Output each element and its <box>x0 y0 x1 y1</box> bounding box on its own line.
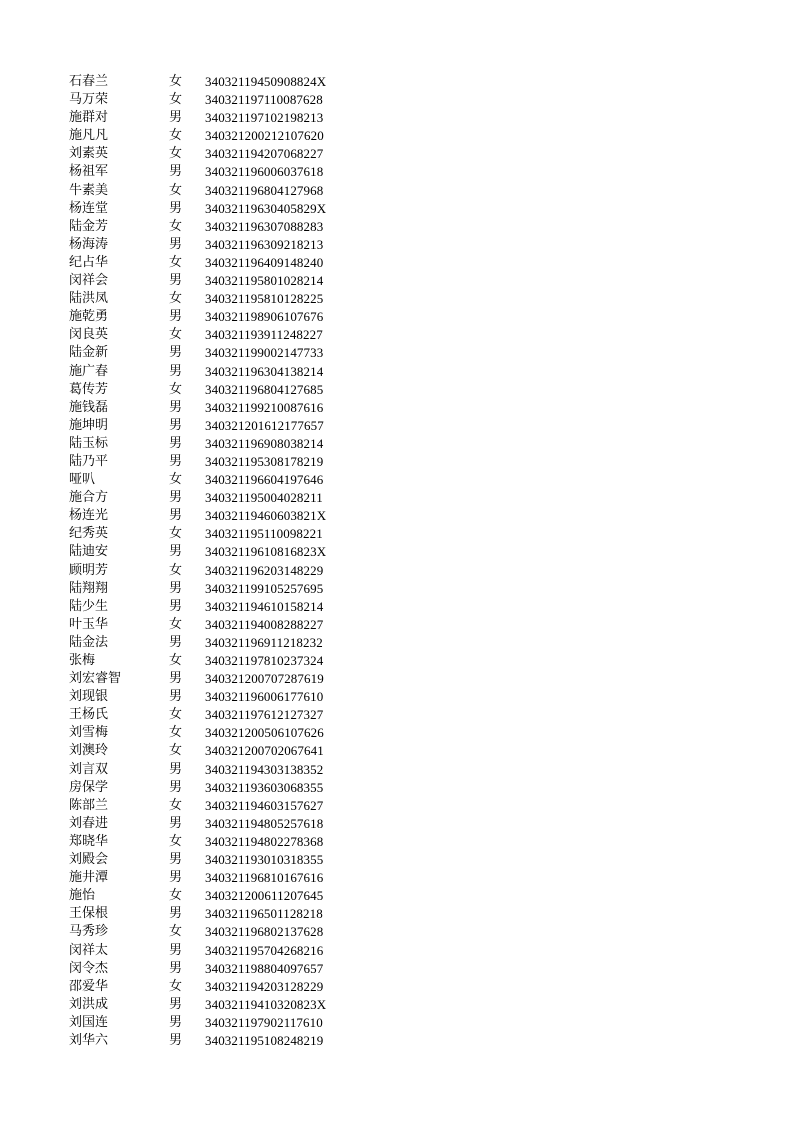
id-number-cell: 340321196006037618 <box>205 164 324 180</box>
roster-table <box>69 73 369 1050</box>
gender-cell: 男 <box>169 761 183 777</box>
person-name-cell: 刘素英 <box>69 146 109 162</box>
id-number-cell: 340321196804127685 <box>205 381 324 397</box>
table-row <box>69 761 369 779</box>
id-number-cell: 34032119610816823X <box>205 544 327 560</box>
table-row <box>69 109 369 127</box>
id-number-cell: 340321199002147733 <box>205 345 324 361</box>
table-row <box>69 1014 369 1032</box>
person-name-cell: 刘春进 <box>69 815 109 831</box>
person-name-cell: 纪占华 <box>69 254 109 270</box>
person-name-cell: 杨海涛 <box>69 236 109 252</box>
gender-cell: 男 <box>169 671 183 687</box>
person-name-cell: 叶玉华 <box>69 616 109 632</box>
person-name-cell: 陆金新 <box>69 345 109 361</box>
table-row <box>69 869 369 887</box>
person-name-cell: 刘雪梅 <box>69 725 109 741</box>
gender-cell: 女 <box>169 797 183 813</box>
person-name-cell: 刘洪成 <box>69 996 109 1012</box>
person-name-cell: 陆玉标 <box>69 435 109 451</box>
id-number-cell: 340321196203148229 <box>205 562 324 578</box>
id-number-cell: 340321196309218213 <box>205 236 324 252</box>
table-row <box>69 145 369 163</box>
id-number-cell: 340321197902117610 <box>205 1014 323 1030</box>
table-row <box>69 923 369 941</box>
person-name-cell: 马秀珍 <box>69 924 109 940</box>
gender-cell: 男 <box>169 309 183 325</box>
table-row <box>69 489 369 507</box>
gender-cell: 男 <box>169 200 183 216</box>
id-number-cell: 340321194203128229 <box>205 978 324 994</box>
table-row <box>69 996 369 1014</box>
id-number-cell: 340321194603157627 <box>205 797 324 813</box>
gender-cell: 男 <box>169 544 183 560</box>
gender-cell: 男 <box>169 634 183 650</box>
gender-cell: 男 <box>169 906 183 922</box>
id-number-cell: 340321197102198213 <box>205 110 324 126</box>
gender-cell: 男 <box>169 1032 183 1048</box>
table-row <box>69 942 369 960</box>
gender-cell: 男 <box>169 689 183 705</box>
gender-cell: 男 <box>169 815 183 831</box>
person-name-cell: 施凡凡 <box>69 128 109 144</box>
table-row <box>69 73 369 91</box>
id-number-cell: 340321196304138214 <box>205 363 324 379</box>
table-row <box>69 290 369 308</box>
id-number-cell: 340321200707287619 <box>205 671 324 687</box>
table-row <box>69 887 369 905</box>
id-number-cell: 340321195308178219 <box>205 453 324 469</box>
person-name-cell: 牛素美 <box>69 182 109 198</box>
table-row <box>69 272 369 290</box>
person-name-cell: 陆金芳 <box>69 218 109 234</box>
table-row <box>69 797 369 815</box>
table-row <box>69 688 369 706</box>
table-row <box>69 978 369 996</box>
id-number-cell: 340321200611207645 <box>205 888 324 904</box>
gender-cell: 男 <box>169 164 183 180</box>
gender-cell: 男 <box>169 508 183 524</box>
gender-cell: 女 <box>169 653 183 668</box>
id-number-cell: 340321200702067641 <box>205 743 324 759</box>
table-row <box>69 471 369 489</box>
table-row <box>69 562 369 580</box>
table-row <box>69 182 369 200</box>
id-number-cell: 340321195810128225 <box>205 291 324 307</box>
table-row <box>69 815 369 833</box>
table-row <box>69 163 369 181</box>
person-name-cell: 马万荣 <box>69 92 109 108</box>
person-name-cell: 陆乃平 <box>69 453 109 469</box>
person-name-cell: 哑叭 <box>69 472 96 488</box>
id-number-cell: 340321195108248219 <box>205 1032 324 1048</box>
id-number-cell: 340321196911218232 <box>205 634 323 650</box>
person-name-cell: 王保根 <box>69 906 109 922</box>
person-name-cell: 刘殿会 <box>69 852 109 868</box>
gender-cell: 女 <box>169 146 183 162</box>
table-row <box>69 833 369 851</box>
table-row <box>69 435 369 453</box>
table-row <box>69 507 369 525</box>
id-number-cell: 340321194610158214 <box>205 598 324 614</box>
person-name-cell: 顾明芳 <box>69 562 109 578</box>
table-row <box>69 724 369 742</box>
person-name-cell: 闵祥太 <box>69 942 109 958</box>
person-name-cell: 王杨氏 <box>69 707 109 723</box>
gender-cell: 男 <box>169 870 183 886</box>
id-number-cell: 340321193010318355 <box>205 852 324 868</box>
gender-cell: 男 <box>169 490 183 506</box>
person-name-cell: 闵祥会 <box>69 273 109 289</box>
table-row <box>69 236 369 254</box>
gender-cell: 男 <box>169 417 183 433</box>
table-row <box>69 399 369 417</box>
gender-cell: 女 <box>169 218 183 234</box>
id-number-cell: 340321196802137628 <box>205 924 324 940</box>
id-number-cell: 34032119460603821X <box>205 508 327 524</box>
table-row <box>69 706 369 724</box>
gender-cell: 女 <box>169 472 183 488</box>
gender-cell: 女 <box>169 327 183 343</box>
person-name-cell: 陆金法 <box>69 634 109 650</box>
id-number-cell: 340321194008288227 <box>205 616 324 632</box>
gender-cell: 女 <box>169 526 183 542</box>
gender-cell: 女 <box>169 74 183 89</box>
person-name-cell: 刘华六 <box>69 1032 109 1048</box>
id-number-cell: 340321199210087616 <box>205 399 324 415</box>
person-name-cell: 房保学 <box>69 779 109 795</box>
id-number-cell: 340321194802278368 <box>205 833 324 849</box>
id-number-cell: 340321194207068227 <box>205 146 324 162</box>
person-name-cell: 刘宏睿智 <box>69 671 122 687</box>
gender-cell: 女 <box>169 562 183 578</box>
gender-cell: 女 <box>169 291 183 307</box>
person-name-cell: 杨祖军 <box>69 164 109 180</box>
person-name-cell: 施井潭 <box>69 870 109 886</box>
person-name-cell: 施广春 <box>69 363 109 379</box>
person-name-cell: 施群对 <box>69 110 109 126</box>
gender-cell: 男 <box>169 273 183 289</box>
table-row <box>69 200 369 218</box>
table-row <box>69 742 369 760</box>
person-name-cell: 闵令杰 <box>69 960 109 976</box>
person-name-cell: 刘澳玲 <box>69 743 109 759</box>
person-name-cell: 陆少生 <box>69 598 109 614</box>
table-row <box>69 598 369 616</box>
person-name-cell: 施乾勇 <box>69 309 109 325</box>
id-number-cell: 340321196006177610 <box>205 689 324 705</box>
id-number-cell: 340321194303138352 <box>205 761 324 777</box>
gender-cell: 男 <box>169 110 183 126</box>
table-row <box>69 634 369 652</box>
person-name-cell: 闵良英 <box>69 327 109 343</box>
person-name-cell: 刘现银 <box>69 689 109 705</box>
person-name-cell: 杨连光 <box>69 508 109 524</box>
id-number-cell: 340321196604197646 <box>205 472 324 488</box>
gender-cell: 男 <box>169 960 183 976</box>
gender-cell: 女 <box>169 254 183 270</box>
gender-cell: 男 <box>169 598 183 614</box>
id-number-cell: 34032119410320823X <box>205 996 327 1012</box>
person-name-cell: 施钱磊 <box>69 399 109 415</box>
gender-cell: 男 <box>169 453 183 469</box>
gender-cell: 女 <box>169 924 183 940</box>
person-name-cell: 刘言双 <box>69 761 109 777</box>
id-number-cell: 340321201612177657 <box>205 417 324 433</box>
gender-cell: 男 <box>169 435 183 451</box>
gender-cell: 女 <box>169 616 183 632</box>
person-name-cell: 施合方 <box>69 490 109 506</box>
id-number-cell: 340321195110098221 <box>205 526 323 542</box>
table-row <box>69 670 369 688</box>
gender-cell: 女 <box>169 128 183 144</box>
person-name-cell: 邵爱华 <box>69 978 109 994</box>
table-row <box>69 453 369 471</box>
person-name-cell: 施怡 <box>69 888 96 904</box>
gender-cell: 男 <box>169 996 183 1012</box>
gender-cell: 女 <box>169 978 183 994</box>
person-name-cell: 刘国连 <box>69 1014 109 1030</box>
gender-cell: 男 <box>169 580 183 596</box>
table-row <box>69 326 369 344</box>
gender-cell: 男 <box>169 345 183 361</box>
id-number-cell: 340321197612127327 <box>205 707 324 723</box>
person-name-cell: 郑晓华 <box>69 833 109 849</box>
person-name-cell: 陆翔翔 <box>69 580 109 596</box>
table-row <box>69 381 369 399</box>
person-name-cell: 葛传芳 <box>69 381 109 397</box>
id-number-cell: 340321195801028214 <box>205 273 324 289</box>
id-number-cell: 340321200506107626 <box>205 725 324 741</box>
gender-cell: 男 <box>169 942 183 958</box>
person-name-cell: 施坤明 <box>69 417 109 433</box>
gender-cell: 男 <box>169 1014 183 1030</box>
gender-cell: 男 <box>169 363 183 379</box>
id-number-cell: 340321195704268216 <box>205 942 324 958</box>
table-row <box>69 218 369 236</box>
table-row <box>69 616 369 634</box>
gender-cell: 男 <box>169 779 183 795</box>
id-number-cell: 34032119450908824X <box>205 74 327 89</box>
table-row <box>69 127 369 145</box>
gender-cell: 女 <box>169 888 183 904</box>
id-number-cell: 340321200212107620 <box>205 128 324 144</box>
person-name-cell: 杨连堂 <box>69 200 109 216</box>
table-row <box>69 543 369 561</box>
id-number-cell: 340321196908038214 <box>205 435 324 451</box>
table-row <box>69 363 369 381</box>
table-row <box>69 851 369 869</box>
table-row <box>69 254 369 272</box>
table-row <box>69 308 369 326</box>
id-number-cell: 340321199105257695 <box>205 580 324 596</box>
id-number-cell: 340321196804127968 <box>205 182 324 198</box>
gender-cell: 女 <box>169 743 183 759</box>
person-name-cell: 张梅 <box>69 653 96 668</box>
person-name-cell: 陆洪凤 <box>69 291 109 307</box>
gender-cell: 女 <box>169 182 183 198</box>
id-number-cell: 340321196307088283 <box>205 218 324 234</box>
id-number-cell: 340321193911248227 <box>205 327 323 343</box>
person-name-cell: 石春兰 <box>69 74 109 89</box>
table-row <box>69 344 369 362</box>
table-row <box>69 580 369 598</box>
table-row <box>69 525 369 543</box>
table-row <box>69 960 369 978</box>
person-name-cell: 纪秀英 <box>69 526 109 542</box>
gender-cell: 女 <box>169 725 183 741</box>
gender-cell: 女 <box>169 92 183 108</box>
id-number-cell: 340321196501128218 <box>205 906 323 922</box>
gender-cell: 女 <box>169 833 183 849</box>
table-row <box>69 905 369 923</box>
id-number-cell: 34032119630405829X <box>205 200 327 216</box>
gender-cell: 女 <box>169 707 183 723</box>
gender-cell: 男 <box>169 852 183 868</box>
id-number-cell: 340321198804097657 <box>205 960 324 976</box>
id-number-cell: 340321197810237324 <box>205 653 324 668</box>
gender-cell: 男 <box>169 399 183 415</box>
table-row <box>69 417 369 435</box>
id-number-cell: 340321193603068355 <box>205 779 324 795</box>
person-name-cell: 陆迪安 <box>69 544 109 560</box>
gender-cell: 男 <box>169 236 183 252</box>
table-row <box>69 1032 369 1050</box>
id-number-cell: 340321197110087628 <box>205 92 323 108</box>
table-row <box>69 652 369 670</box>
person-name-cell: 陈部兰 <box>69 797 109 813</box>
id-number-cell: 340321194805257618 <box>205 815 324 831</box>
table-row <box>69 91 369 109</box>
id-number-cell: 340321195004028211 <box>205 490 323 506</box>
table-row <box>69 779 369 797</box>
id-number-cell: 340321196810167616 <box>205 870 324 886</box>
id-number-cell: 340321196409148240 <box>205 254 324 270</box>
gender-cell: 女 <box>169 381 183 397</box>
id-number-cell: 340321198906107676 <box>205 309 324 325</box>
